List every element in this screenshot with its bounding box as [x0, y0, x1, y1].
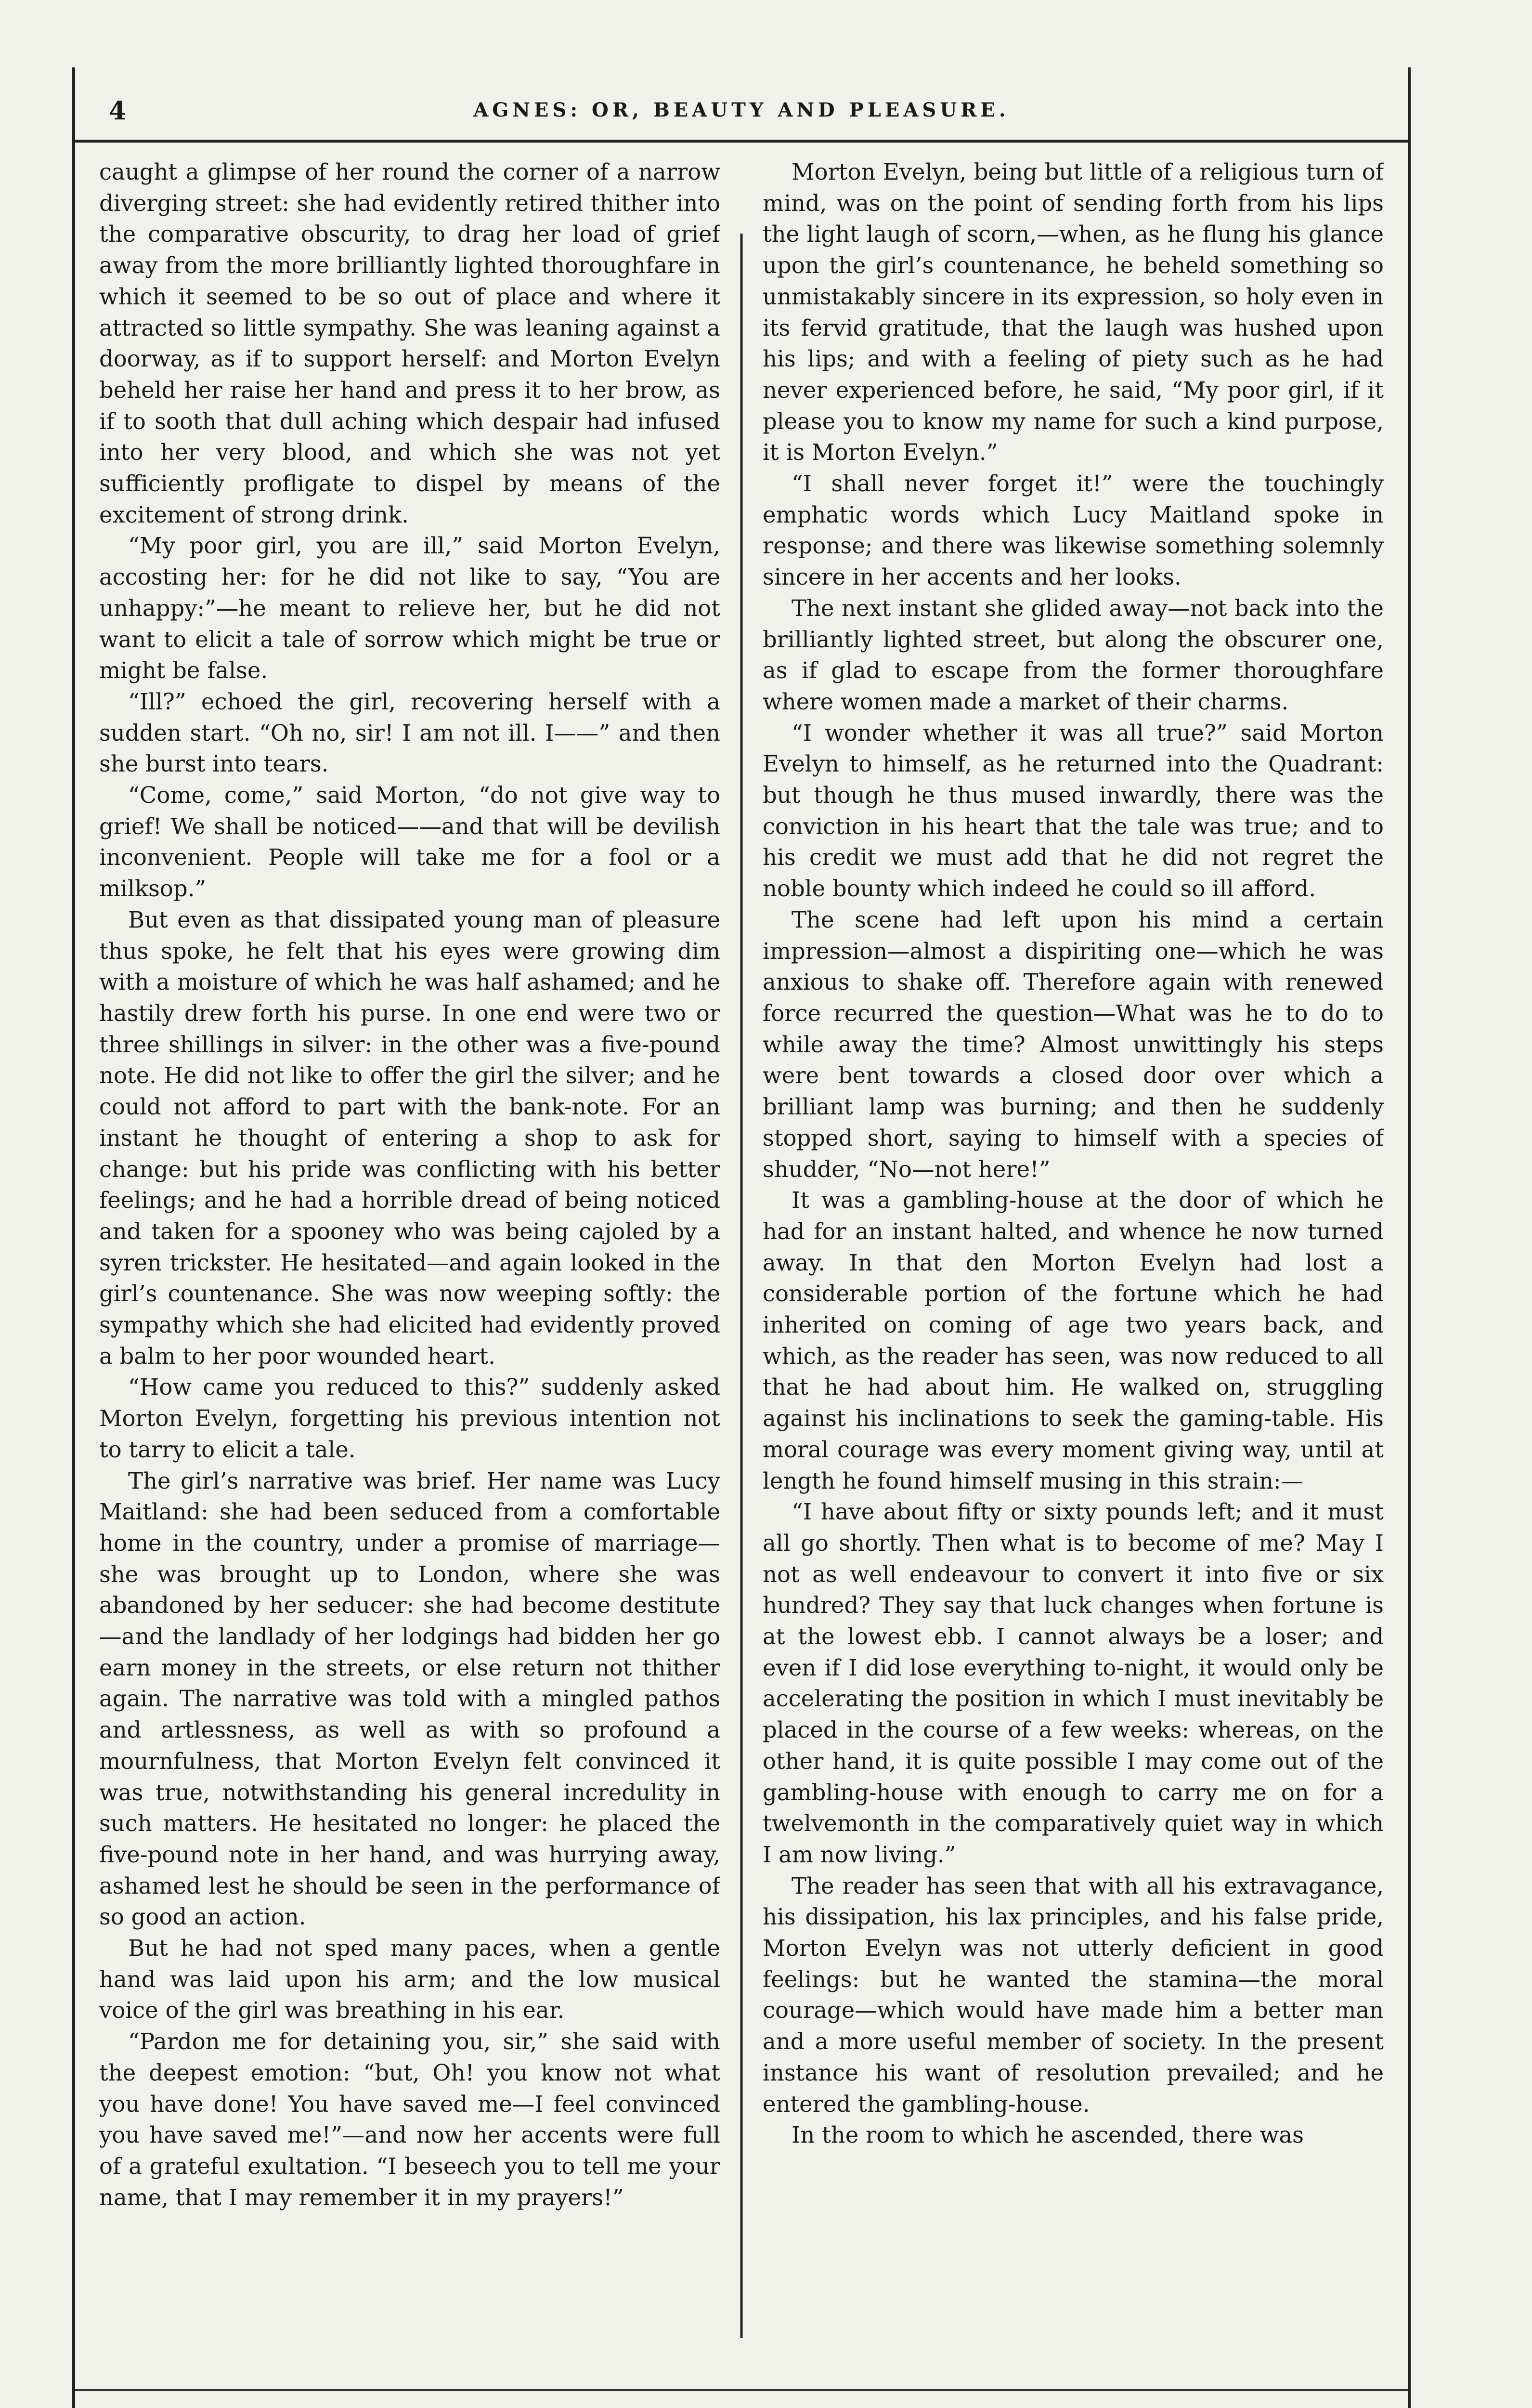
paragraph: But even as that dissipated young man of pleasure thus spoke, he felt that his eyes were growing dim with a moisture of which he was half ashamed; and he hastily drew forth his purse. In one end were two or three shillings in silver: in the other was a five-pound note. He did not like to offer the girl the silver; and he could not afford to part with the bank-note. For an instant he thought of entering a shop to ask for change: but his pride was conflicting with his better feelings; and he had a horrible dread of being noticed and taken for a spooney who was being cajoled by a syren trickster. He hesitated—and again looked in the girl’s countenance. She was now weeping softly: the sympathy which she had elicited had evidently proved a balm to her poor wounded heart.	[99, 906, 720, 1369]
paragraph: “Come, come,” said Morton, “do not give way to grief! We shall be noticed——and that will be devilish inconvenient. People will take me for a fool or a milksop.”	[99, 782, 720, 902]
paragraph: “Ill?” echoed the girl, recovering herself with a sudden start. “Oh no, sir! I am not ill. I——” and then she burst into tears.	[99, 688, 720, 777]
paragraph: It was a gambling-house at the door of which he had for an instant halted, and whence he now turned away. In that den Morton Evelyn had lost a considerable portion of the fortune which he had inherited on coming of age two years back, and which, as the reader has seen, was now reduced to all that he had about him. He walked on, struggling against his inclinations to seek the gaming-table. His moral courage was every moment giving way, until at length he found himself musing in this strain:—	[763, 1187, 1384, 1494]
paragraph: caught a glimpse of her round the corner of a narrow diverging street: she had evidently retired thither into the comparative obscurity, to drag her load of grief away from the more brilliantly lighted thoroughfare in which it seemed to be so out of place and where it attracted so little sympathy. She was leaning against a doorway, as if to support herself: and Morton Evelyn beheld her raise her hand and press it to her brow, as if to sooth that dull aching which despair had infused into her very blood, and which she was not yet sufficiently profligate to dispel by means of the excitement of strong drink.	[99, 159, 720, 528]
paragraph: The next instant she glided away—not back into the brilliantly lighted street, but along the obscurer one, as if glad to escape from the former thoroughfare where women made a market of their charms.	[763, 595, 1384, 715]
paragraph: “I have about fifty or sixty pounds left; and it must all go shortly. Then what is to become of me? May I not as well endeavour to convert it into five or six hundred? They say that luck changes when fortune is at the lowest ebb. I cannot always be a loser; and even if I did lose everything to-night, it would only be accelerating the position in which I must inevitably be placed in the course of a few weeks: whereas, on the other hand, it is quite possible I may come out of the gambling-house with enough to carry me on for a twelvemonth in the comparatively quiet way in which I am now living.”	[763, 1499, 1384, 1868]
right-column	[763, 157, 1384, 2338]
column-divider	[740, 234, 743, 2338]
paragraph: The reader has seen that with all his extravagance, his dissipation, his lax principles, and his false pride, Morton Evelyn was not utterly deficient in good feelings: but he wanted the stamina—the moral courage—which would have made him a better man and a more useful member of society. In the present instance his want of resolution prevailed; and he entered the gambling-house.	[763, 1872, 1384, 2117]
paragraph: The scene had left upon his mind a certain impression—almost a dispiriting one—which he was anxious to shake off. Therefore again with renewed force recurred the question—What was he to do to while away the time? Almost unwittingly his steps were bent towards a closed door over which a brilliant lamp was burning; and then he suddenly stopped short, saying to himself with a species of shudder, “No—not here!”	[763, 906, 1384, 1182]
paragraph: “I wonder whether it was all true?” said Morton Evelyn to himself, as he returned into the Quadrant: but though he thus mused inwardly, there was the conviction in his heart that the tale was true; and to his credit we must add that he did not regret the noble bounty which indeed he could so ill afford.	[763, 720, 1384, 902]
page-header	[75, 87, 1408, 143]
paragraph: “My poor girl, you are ill,” said Morton Evelyn, accosting her: for he did not like to say, “You are unhappy:”—he meant to relieve her, but he did not want to elicit a tale of sorrow which might be true or might be false.	[99, 533, 720, 684]
paragraph: “I shall never forget it!” were the touchingly emphatic words which Lucy Maitland spoke in response; and there was likewise something solemnly sincere in her accents and her looks.	[763, 471, 1384, 590]
paragraph: But he had not sped many paces, when a gentle hand was laid upon his arm; and the low musical voice of the girl was breathing in his ear.	[99, 1935, 720, 2024]
bottom-rule	[75, 2389, 1408, 2391]
page-frame	[72, 67, 1411, 2408]
paragraph: In the room to which he ascended, there was	[792, 2122, 1304, 2148]
page-number: 4	[109, 96, 127, 126]
paragraph: The girl’s narrative was brief. Her name was Lucy Maitland: she had been seduced from a comfortable home in the country, under a promise of marriage—she was brought up to London, where she was abandoned by her seducer: she had become destitute—and the landlady of her lodgings had bidden her go earn money in the streets, or else return not thither again. The narrative was told with a mingled pathos and artlessness, as well as with so profound a mournfulness, that Morton Evelyn felt convinced it was true, notwithstanding his general incredulity in such matters. He hesitated no longer: he placed the five-pound note in her hand, and was hurrying away, ashamed lest he should be seen in the performance of so good an action.	[99, 1467, 720, 1930]
paragraph: Morton Evelyn, being but little of a religious turn of mind, was on the point of sending forth from his lips the light laugh of scorn,—when, as he flung his glance upon the girl’s countenance, he beheld something so unmistakably sincere in its expression, so holy even in its fervid gratitude, that the laugh was hushed upon his lips; and with a feeling of piety such as he had never experienced before, he said, “My poor girl, if it please you to know my name for such a kind purpose, it is Morton Evelyn.”	[763, 159, 1384, 466]
paragraph: “How came you reduced to this?” suddenly asked Morton Evelyn, forgetting his previous intention not to tarry to elicit a tale.	[99, 1374, 720, 1463]
left-column	[99, 157, 720, 2338]
paragraph: “Pardon me for detaining you, sir,” she said with the deepest emotion: “but, Oh! you know not what you have done! You have saved me—I feel convinced you have saved me!”—and now her accents were full of a grateful exultation. “I beseech you to tell me your name, that I may remember it in my prayers!”	[99, 2028, 720, 2211]
text-columns	[99, 157, 1384, 2338]
running-title: AGNES: OR, BEAUTY AND PLEASURE.	[473, 99, 1010, 121]
